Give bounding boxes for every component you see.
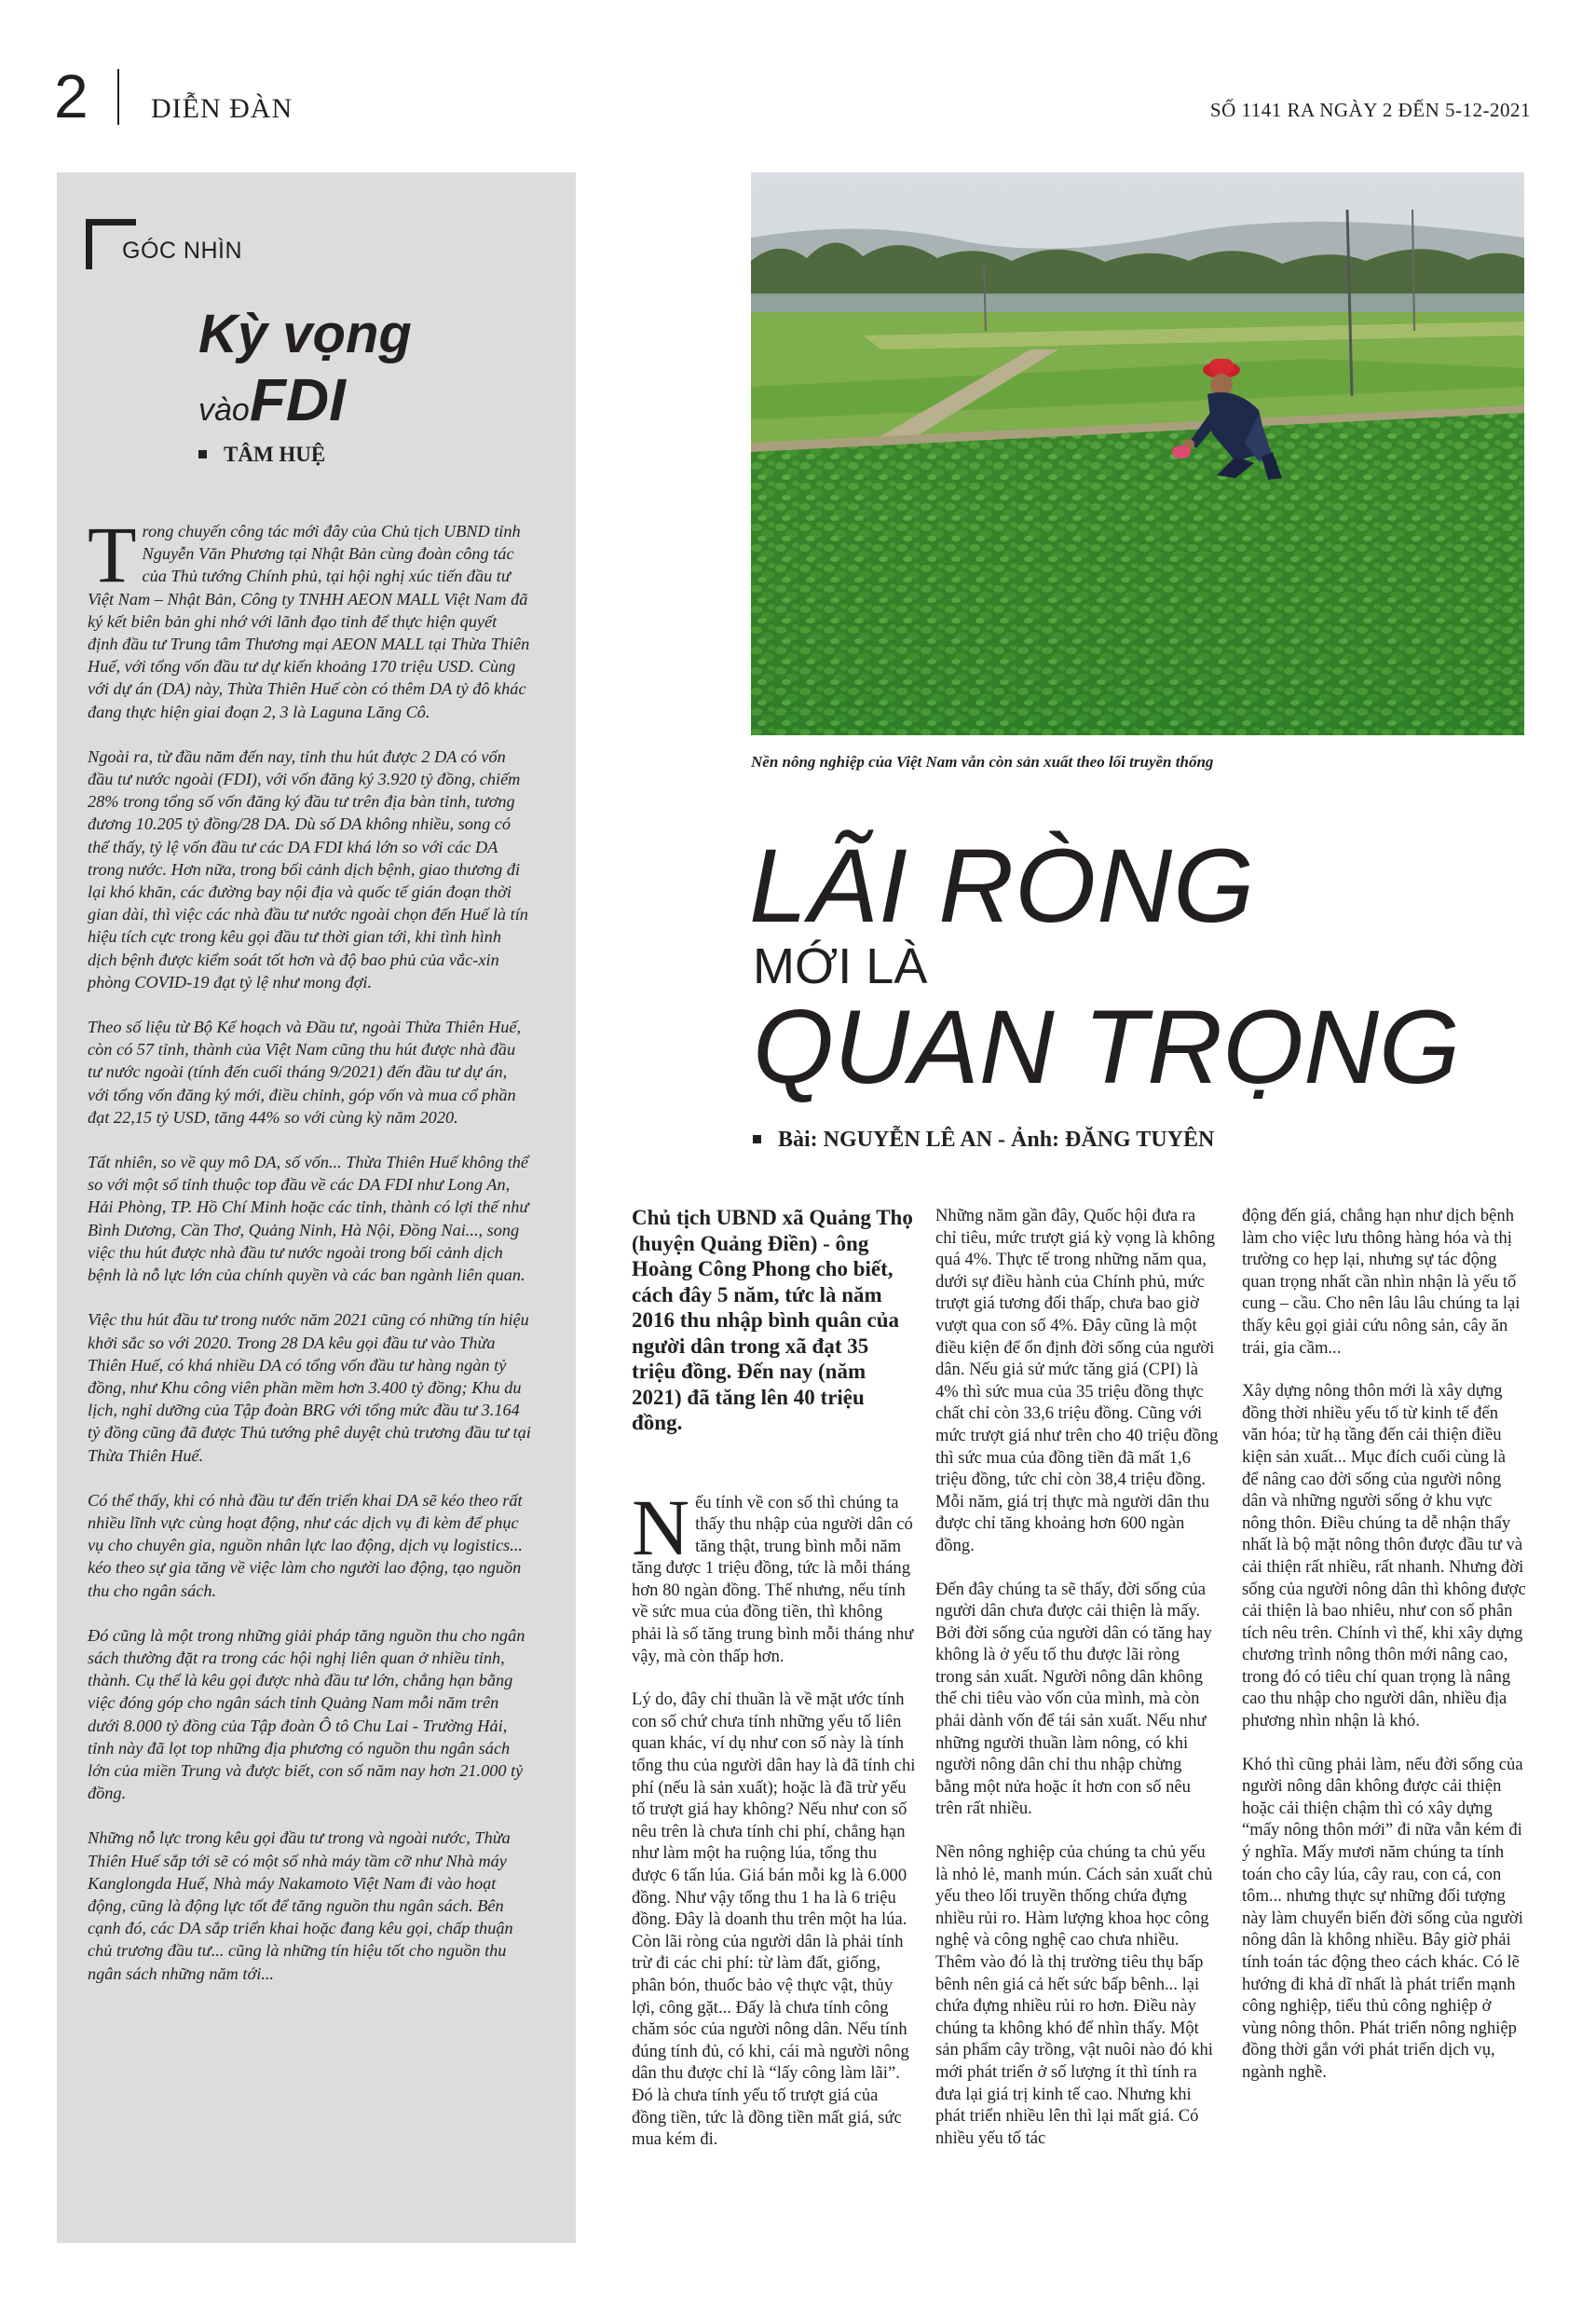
article-column-2 (935, 1205, 1220, 2170)
article-paragraph: Lý do, đây chỉ thuần là về mặt ước tính con số chứ chưa tính những yếu tố liên quan khác, ví dụ như con số này là tính tổng thu của người dân hay là đã tính chi phí (nếu là sản xuất); hoặc là đã trừ yếu tố trượt giá hay không? Nếu như con số nêu trên là chưa tính chi phí, chẳng hạn như làm một ha ruộng lúa, tổng thu được 6 tấn lúa. Giá bán mỗi kg là 6.000 đồng. Như vậy tổng thu 1 ha là 6 triệu đồng. Đây là doanh thu trên một ha lúa. Còn lãi ròng của người dân là phải tính trừ đi các chi phí: từ làm đất, giống, phân bón, thuốc bảo vệ thực vật, thủy lợi, công gặt... Đấy là chưa tính công chăm sóc của người nông dân. Nếu tính đúng tính đủ, có khi, cái mà người nông dân thu được chỉ là “lấy công làm lãi”. Đó là chưa tính yếu tố trượt giá của đồng tiền, tức là đồng tiền mất giá, sức mua kém đi. (632, 1690, 916, 2150)
sidebar-author-name: TÂM HUỆ (224, 443, 326, 466)
article-column-1 (632, 1205, 916, 2172)
article-dropcap: N (632, 1482, 690, 1572)
farm-field-illustration (751, 172, 1524, 735)
sidebar-dropcap: T (88, 510, 137, 599)
sidebar-paragraph: Có thể thấy, khi có nhà đầu tư đến triển khai DA sẽ kéo theo rất nhiều lĩnh vực cùng hoạt động, như các dịch vụ đi kèm để phục vụ cho chuyên gia, nguồn nhân lực lao động, dịch vụ logistics... kéo theo sự gia tăng về việc làm cho người lao động, tạo nguồn thu cho ngân sách. (88, 1490, 523, 1600)
article-lead: Chủ tịch UBND xã Quảng Thọ (huyện Quảng Điền) - ông Hoàng Công Phong cho biết, cách đây 5 năm, tức là năm 2016 thu nhập bình quân của người dân trong xã đạt 35 triệu đồng. Đến nay (năm 2021) đã tăng lên 40 triệu đồng. (632, 1206, 913, 1434)
article-paragraph (632, 1482, 916, 1668)
sidebar-title-line1: Kỳ vọng (198, 304, 412, 364)
sidebar-paragraph: Theo số liệu từ Bộ Kế hoạch và Đầu tư, ngoài Thừa Thiên Huế, còn có 57 tỉnh, thành của Việt Nam cũng thu hút được nhà đầu tư nước ngoài (tính đến cuối tháng 9/2021) đến đầu tư dự án, với tổng vốn đăng ký mới, điều chỉnh, góp vốn và mua cổ phần đạt 22,15 tỷ USD, tăng 44% so với cùng kỳ năm 2020. (88, 1018, 522, 1127)
header-divider (117, 69, 119, 125)
article-paragraph: Nền nông nghiệp của chúng ta chủ yếu là nhỏ lẻ, manh mún. Cách sản xuất chủ yếu theo lối truyền thống chứa đựng nhiều rủi ro. Hàm lượng khoa học công nghệ và công nghệ cao chưa nhiều. Thêm vào đó là thị trường tiêu thụ bấp bênh nên giá cả hết sức bấp bênh... lại chứa đựng nhiều rủi ro hơn. Điều này chúng ta không khó để nhìn thấy. Một sản phẩm cây trồng, vật nuôi nào đó khi mới phát triển ở số lượng ít thì tính ra đưa lại giá trị kinh tế cao. Nhưng khi phát triển nhiều lên thì lại mất giá. Có nhiều yếu tố tác (935, 1842, 1213, 2148)
sidebar-title-small: vào (198, 392, 250, 428)
photo-caption: Nền nông nghiệp của Việt Nam vẫn còn sản xuất theo lối truyền thống (751, 753, 1214, 771)
byline-text: Bài: NGUYỄN LÊ AN - Ảnh: ĐĂNG TUYÊN (778, 1128, 1215, 1152)
article-paragraph: Những năm gần đây, Quốc hội đưa ra chỉ tiêu, mức trượt giá kỳ vọng là không quá 4%. Thực tế trong những năm qua, dưới sự điều hành của Chính phủ, mức trượt giá tương đối thấp, chưa bao giờ vượt qua con số 4%. Đây cũng là một điều kiện để ổn định đời sống của người dân. Nếu giả sử mức tăng giá (CPI) là 4% thì sức mua của 35 triệu đồng thực chất chỉ còn 33,6 triệu đồng. Cũng với mức trượt giá như trên cho 40 triệu đồng thì sức mua của đồng tiền đã mất 1,6 triệu đồng, tức chỉ còn 38,4 triệu đồng. Mỗi năm, giá trị thực mà người dân thu được chỉ tăng khoảng hơn 600 ngàn đồng. (935, 1206, 1219, 1555)
sidebar-body (88, 510, 531, 2007)
bullet-square-icon (198, 450, 207, 458)
sidebar-paragraph: Tất nhiên, so về quy mô DA, số vốn... Thừa Thiên Huế không thể so với một số tỉnh thuộc top đầu về các DA FDI như Long An, Hải Phòng, TP. Hồ Chí Minh hoặc các tỉnh, thành có lợi thế như Bình Dương, Cần Thơ, Quảng Ninh, Hà Nội, Đồng Nai..., song việc thu hút được nhà đầu tư nước ngoài trong bối cảnh dịch bệnh là nỗ lực lớn của chính quyền và các ban ngành liên quan. (88, 1153, 529, 1285)
section-name: DIỄN ĐÀN (151, 93, 293, 124)
sidebar-paragraph (88, 510, 531, 723)
issue-info: SỐ 1141 RA NGÀY 2 ĐẾN 5-12-2021 (1209, 99, 1531, 121)
article-title-line2: MỚI LÀ (753, 938, 928, 994)
sidebar-paragraph: Những nỗ lực trong kêu gọi đầu tư trong và ngoài nước, Thừa Thiên Huế sắp tới sẽ có một số nhà máy tầm cỡ như Nhà máy Kanglongda Huế, Nhà máy Nakamoto Việt Nam đi vào hoạt động, cũng là động lực tốt để tăng nguồn thu ngân sách. Bên cạnh đó, các DA sắp triển khai hoặc đang kêu gọi, chấp thuận chủ trương đầu tư... cũng là những tín hiệu tốt cho nguồn thu ngân sách những năm tới... (88, 1828, 513, 1983)
sidebar-title-big: FDI (249, 366, 346, 433)
article-title-line3: QUAN TRỌNG (753, 989, 1461, 1105)
sidebar-title-line2 (198, 366, 346, 433)
sidebar-paragraph-text: rong chuyến công tác mới đây của Chủ tịch UBND tỉnh Nguyễn Văn Phương tại Nhật Bản cùng đoàn công tác của Thủ tướng Chính phủ, tại hội nghị xúc tiến đầu tư Việt Nam – Nhật Bản, Công ty TNHH AEON MALL Việt Nam đã ký kết biên bản ghi nhớ với lãnh đạo tỉnh để thực hiện quyết định đầu tư Trung tâm Thương mại AEON MALL tại Thừa Thiên Huế, với tổng vốn đầu tư dự kiến khoảng 170 triệu USD. Cùng với dự án (DA) này, Thừa Thiên Huế còn có thêm DA tỷ đô khác đang thực hiện giai đoạn 2, 3 là Laguna Lăng Cô. (88, 522, 530, 721)
article-paragraph-text: ếu tính về con số thì chúng ta thấy thu nhập của người dân có tăng thật, trung bình mỗi năm tăng được 1 triệu đồng, tức là mỗi tháng hơn 80 ngàn đồng. Thế nhưng, nếu tính về sức mua của đồng tiền, thì không phải là số tăng trung bình mỗi tháng như vậy, mà còn thấp hơn. (632, 1492, 914, 1666)
sidebar-label: GÓC NHÌN (122, 238, 242, 264)
article-paragraph: Đến đây chúng ta sẽ thấy, đời sống của người dân chưa được cải thiện là mấy. Bởi đời sống của người dân có tăng hay không là ở yếu tố thu được lãi ròng trong sản xuất. Người nông dân không thể chi tiêu vào vốn của mình, mà còn phải dành vốn để tái sản xuất. Nếu như những người thuần làm nông, có khi người nông dân chỉ thu nhập chừng bằng một nửa hoặc ít hơn con số nêu trên rất nhiều. (935, 1579, 1212, 1819)
sidebar-paragraph: Đó cũng là một trong những giải pháp tăng nguồn thu cho ngân sách thường đặt ra trong các hội nghị liên quan ở nhiều tỉnh, thành. Cụ thể là kêu gọi được nhà đầu tư lớn, chẳng hạn bằng việc đóng góp cho ngân sách tỉnh Quảng Nam mỗi năm trên dưới 8.000 tỷ đồng của Tập đoàn Ô tô Chu Lai - Trường Hải, tỉnh này đã lọt top những địa phương có nguồn thu ngân sách lớn của miền Trung và được biết, con số năm nay hơn 21.000 tỷ đồng. (88, 1625, 525, 1803)
article-column-3 (1242, 1205, 1526, 2105)
sidebar-author (198, 443, 325, 467)
article-paragraph: động đến giá, chẳng hạn như dịch bệnh làm cho việc lưu thông hàng hóa và thị trường co hẹp lại, nhưng sự tác động quan trọng nhất cần nhìn nhận là yếu tố cung – cầu. Cho nên lâu lâu chúng ta lại thấy kêu gọi giải cứu nông sản, cây ăn trái, gia cầm... (1242, 1206, 1521, 1358)
article-paragraph: Xây dựng nông thôn mới là xây dựng đồng thời nhiều yếu tố từ kinh tế đến văn hóa; từ hạ tầng đến cải thiện điều kiện sản xuất... Mục đích cuối cùng là để nâng cao đời sống của người nông dân và những người sống ở khu vực nông thôn. Điều chúng ta dễ nhận thấy nhất là bộ mặt nông thôn được đầu tư và cải thiện rất nhiều, rất nhanh. Nhưng đời sống của người nông dân thì không được cải thiện là bao nhiêu, như con số phân tích nêu trên. Chính vì thế, khi xây dựng chương trình nông thôn mới nâng cao, trong đó có tiêu chí quan trọng là nâng cao thu nhập cho người dân, nhiều địa phương nhìn nhận là khó. (1242, 1381, 1526, 1731)
article-title-line1: LÃI RÒNG (749, 828, 1256, 944)
farm-field-photo (751, 172, 1524, 735)
sidebar-column (57, 172, 576, 2243)
sidebar-paragraph: Việc thu hút đầu tư trong nước năm 2021 cũng có những tín hiệu khởi sắc so với 2020. Trong 28 DA kêu gọi đầu tư vào Thừa Thiên Huế, có khá nhiều DA có tổng vốn đầu tư hàng ngàn tỷ đồng, như Khu công viên phần mềm hơn 3.400 tỷ đồng; Khu du lịch, nghỉ dưỡng của Tập đoàn BRG với tổng mức đầu tư 3.164 tỷ đồng cũng đã được Thủ tướng phê duyệt chủ trương đầu tư tại Thừa Thiên Huế. (88, 1310, 531, 1465)
sidebar-paragraph: Ngoài ra, từ đầu năm đến nay, tỉnh thu hút được 2 DA có vốn đầu tư nước ngoài (FDI), với vốn đăng ký 3.920 tỷ đồng, chiếm 28% trong tổng số vốn đăng ký đầu tư trên địa bàn tỉnh, tương đương 10.205 tỷ đồng/28 DA. Dù số DA không nhiều, song có thể thấy, tỷ lệ vốn đầu tư các DA FDI khá lớn so với các DA trong nước. Hơn nữa, trong bối cảnh dịch bệnh, giao thương đi lại khó khăn, các đường bay nội địa và quốc tế gián đoạn thời gian dài, thì việc các nhà đầu tư nước ngoài chọn đến Huế là tín hiệu tích cực trong kêu gọi đầu tư thời gian tới, khi tình hình dịch bệnh được kiểm soát tốt hơn và độ bao phủ của vắc-xin phòng COVID-19 đạt tỷ lệ như mong đợi. (88, 746, 528, 992)
article-byline (753, 1128, 1214, 1153)
article-paragraph: Khó thì cũng phải làm, nếu đời sống của người nông dân không được cải thiện hoặc cải thiện chậm thì có xây dựng “mấy nông thôn mới” đi nữa vẫn kém đi ý nghĩa. Mấy mươi năm chúng ta tính toán cho cây lúa, cây rau, con cá, con tôm... nhưng thực sự những đối tượng này làm chuyển biến đời sống của người nông dân là không nhiều. Bây giờ phải tính toán tác động theo cách khác. Có lẽ hướng đi khả dĩ nhất là phát triển mạnh công nghiệp, tiểu thủ công nghiệp ở vùng nông thôn. Phát triển nông nghiệp đồng thời gắn với phát triển dịch vụ, ngành nghề. (1242, 1754, 1523, 2082)
page-number: 2 (54, 62, 89, 130)
bullet-square-icon (753, 1135, 761, 1143)
